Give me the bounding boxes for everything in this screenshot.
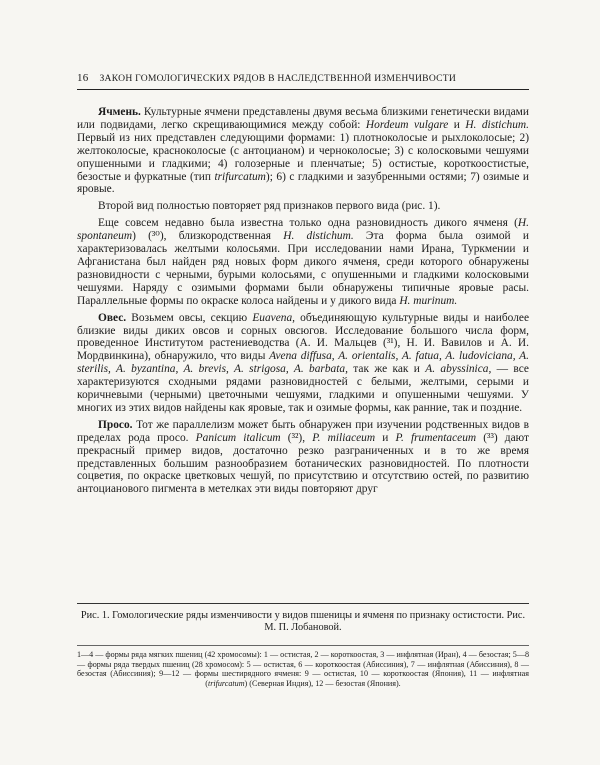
figure-rule (77, 603, 529, 604)
running-title: ЗАКОН ГОМОЛОГИЧЕСКИХ РЯДОВ В НАСЛЕДСТВЕННОЙ ИЗМЕНЧИВОСТИ (99, 73, 457, 84)
text-span: Тот же параллелизм может быть обнаружен при изучении родственных видов в пределах рода просо. (77, 418, 529, 444)
heading-millet: Просо. (98, 418, 133, 431)
text-span: ) (³⁰), близкородственная (132, 230, 284, 243)
main-text (77, 106, 529, 500)
text-span: объединяющую культурные виды и наиболее близкие виды диких овсов и сорных овсюгов. Исследование большого числа форм, проведенное Институтом растениеводства (А. И. Мальцев (³¹), Н. И. Вавилов и А. И. Мордвинкина), обнаружило, что виды (77, 311, 530, 363)
running-header (77, 72, 529, 84)
text-span: — все характеризуются сходными рядами разновидностей с белыми, желтыми, серыми и коричневыми (черными) цветочными чешуями, гладкими и опушенными чешуями. У многих из этих видов найдены как яровые, так и озимые формы, как ранние, так и поздние. (77, 363, 529, 414)
species-name: A. abyssinica, (425, 363, 492, 376)
species-name: Euavena, (252, 311, 296, 324)
legend-rule (77, 645, 529, 646)
species-name: H. distichum. (465, 118, 529, 131)
heading-oats: Овес. (98, 311, 127, 324)
legend-text: 1—4 — формы ряда мягких пшениц (42 хромосомы): 1 — остистая, 2 — короткоостая, 3 — инфлятная (Иран), 4 — безостая; 5—8 — формы ряда твердых пшениц (28 хромосом): 5 — остистая, 6 — короткоостая (Абиссиния), 7 — инфлятная (Абиссиния), 8 — безостая (Абиссиния); 9—12 — формы шестирядного ячменя: 9 — остистая, 10 — короткоостая (Япония), 11 — инфлятная ( (77, 650, 529, 688)
paragraph-oats (77, 312, 529, 415)
species-name: H. distichum. (283, 230, 354, 243)
header-rule (77, 89, 529, 90)
paragraph-second-species (77, 200, 529, 213)
text-span: Культурные ячмени представлены двумя весьма близкими генетически видами или подвидами, легко скрещивающимися между собой: (77, 106, 529, 131)
paragraph-wild-barley (77, 217, 529, 307)
heading-barley: Ячмень. (98, 106, 141, 118)
figure-legend (77, 650, 529, 688)
text-span: ); 6) с гладкими и зазубренными остями; 7) озимые и яровые. (77, 170, 529, 196)
species-name: trifurcatum (214, 170, 266, 183)
text-span: Первый из них представлен следующими формами: 1) плотноколосые и рыхлоколосые; 2) желтоколосые, красноколосые (с антоцианом) и черноколосые; 3) с колосковыми чешуями опушенными и гладкими; 4) голозерные и пленчатые; 5) остистые, короткоостистые, безостые и фуркатные (тип (77, 131, 529, 183)
text-span: (³²), (280, 431, 313, 444)
text-span: Еще совсем недавно была известна только одна разновидность дикого ячменя ( (98, 217, 518, 230)
species-name: Panicum italicum (195, 431, 281, 444)
species-name: H. spontaneum (77, 217, 529, 243)
text-span: так же как и (347, 363, 426, 376)
species-name: P. frumentaceum (395, 431, 477, 444)
figure-caption: Рис. 1. Гомологические ряды изменчивости у видов пшеницы и ячменя по признаку остистости. Рис. М. П. Лобановой. (80, 610, 526, 634)
text-span: и (375, 431, 396, 444)
legend-italic: trifurcatum (207, 678, 245, 688)
page-number: 16 (77, 72, 89, 84)
text-span: Второй вид полностью повторяет ряд признаков первого вида (рис. 1). (98, 200, 441, 213)
legend-text: ) (Северная Индия), 12 — безостая (Япония). (244, 678, 401, 688)
text-span: (³³) дают прекрасный пример видов, достаточно резко разграниченных и в то же время представленных большим разнообразием ботанических разновидностей. По плотности соцветия, по окраске цветковых чешуй, по присутствию и отсутствию остей, по развитию антоцианового пигмента в метелках эти виды повторяют друг (77, 431, 529, 496)
paragraph-barley (77, 106, 529, 196)
text-span: Возьмем овсы, секцию (126, 311, 253, 324)
paragraph-millet (77, 419, 529, 496)
species-name: Avena diffusa, A. orientalis, A. fatua, A. ludoviciana, A. sterilis, A. byzantina, A. brevis, A. strigosa, A. barbata, (77, 350, 529, 376)
species-name: Hordeum vulgare (365, 118, 449, 131)
species-name: H. murinum. (399, 294, 458, 307)
text-span: Эта форма была озимой и характеризовалась желтыми колосьями. При исследовании нами Ирана, Туркмении и Афганистана был найден ряд новых форм дикого ячменя, среди которого обнаружены разновидности с черными, бурыми колосьями, с опушенными и гладкими колосковыми чешуями. Наряду с озимыми формами были обнаружены типичные яровые расы. Параллельные формы по окраске колоса найдены и у дикого вида (77, 230, 529, 307)
text-span: и (448, 118, 466, 131)
species-name: P. miliaceum (312, 431, 376, 444)
